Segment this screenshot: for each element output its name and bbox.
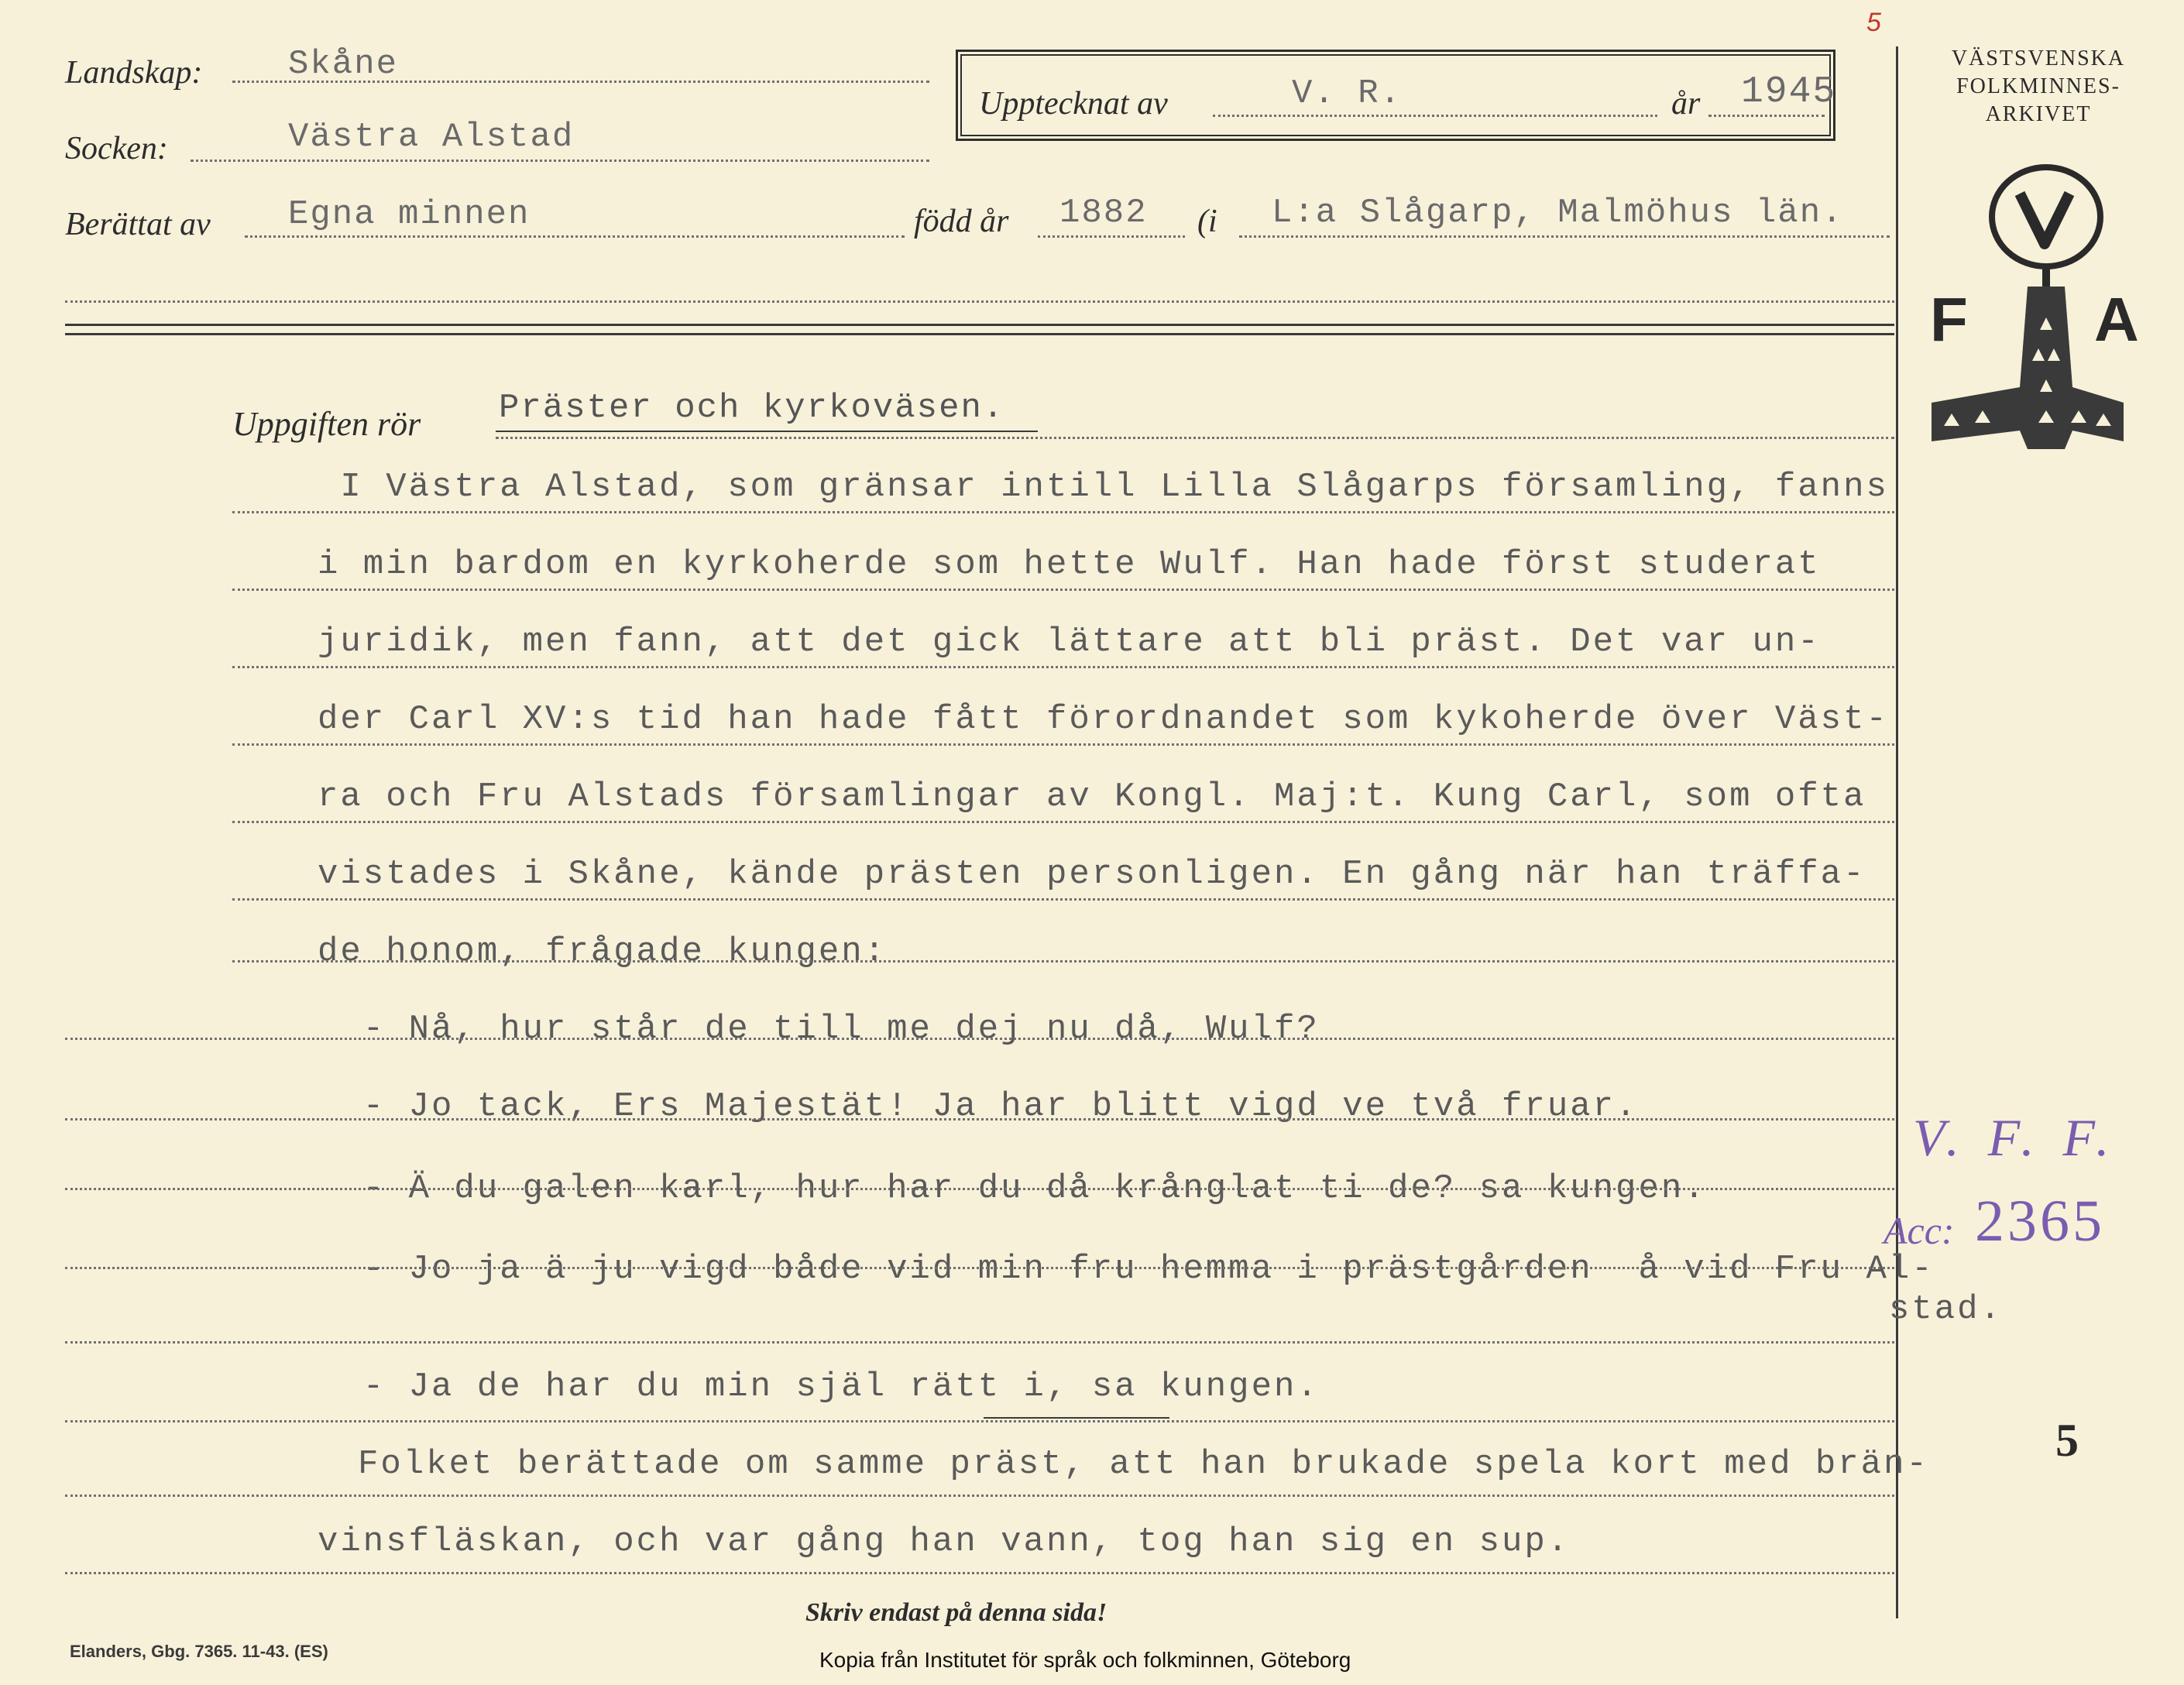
berattat-dotted-line: [245, 235, 905, 238]
body-rule-1: [232, 511, 1894, 513]
landskap-dotted-line: [232, 81, 929, 83]
topic-underline: [496, 431, 1038, 432]
copy-note: Kopia från Institutet för språk och folkminnen, Göteborg: [819, 1648, 1351, 1672]
header-double-rule-bottom: [65, 333, 1894, 335]
body-line-8: - Nå, hur står de till me dej nu då, Wulf?: [318, 1010, 1320, 1048]
logo-letter-a: A: [2094, 285, 2139, 354]
archive-name-line-2: FOLKMINNES-: [1956, 74, 2120, 98]
place-dotted-line: [1239, 235, 1890, 238]
upptecknat-dotted-line: [1213, 115, 1657, 117]
body-line-10: - Ä du galen karl, hur har du då krånglat ti de? sa kungen.: [318, 1169, 1707, 1208]
header-double-rule-top: [65, 324, 1894, 326]
ar-dotted-line: [1708, 115, 1825, 117]
archive-name-line-1: VÄSTSVENSKA: [1951, 46, 2126, 70]
body-line-7: de honom, frågade kungen:: [318, 932, 888, 971]
upptecknat-value: V. R.: [1292, 74, 1403, 113]
printer-note: Elanders, Gbg. 7365. 11-43. (ES): [70, 1642, 328, 1661]
fodd-dotted-line: [1038, 235, 1185, 238]
body-rule-13: [65, 1420, 1894, 1422]
fodd-label: född år: [914, 204, 1009, 239]
topic-value: Präster och kyrkoväsen.: [499, 389, 1005, 427]
body-rule-5: [232, 821, 1894, 823]
body-line-1: I Västra Alstad, som gränsar intill Lilla Slågarps församling, fanns: [318, 468, 1889, 506]
landskap-label: Landskap:: [65, 55, 203, 91]
body-line-12: stad.: [318, 1290, 2003, 1329]
topic-dotted-line: [496, 437, 1894, 439]
body-line-9: - Jo tack, Ers Majestät! Ja har blitt vigd ve två fruar.: [318, 1087, 1639, 1126]
body-line-11: - Jo ja ä ju vigd både vid min fru hemma i prästgården å vid Fru Al-: [318, 1250, 1935, 1289]
ar-label: år: [1671, 86, 1701, 122]
footer-instruction: Skriv endast på denna sida!: [805, 1598, 1107, 1627]
place-value: L:a Slågarp, Malmöhus län.: [1272, 194, 1844, 232]
archive-name: [1907, 45, 2170, 129]
body-rule-12: [65, 1341, 1894, 1344]
body-rule-2: [232, 589, 1894, 591]
body-rule-14: [65, 1495, 1894, 1497]
body-rule-3: [232, 666, 1894, 668]
header-dotted-separator: [65, 300, 1894, 303]
body-rule-6: [232, 898, 1894, 901]
underline-short: [984, 1417, 1169, 1419]
fodd-value: 1882: [1059, 194, 1148, 232]
right-margin-rule: [1896, 46, 1898, 1618]
body-rule-9: [65, 1118, 1894, 1120]
body-line-5: ra och Fru Alstads församlingar av Kongl. Maj:t. Kung Carl, som ofta: [318, 777, 1866, 816]
acc-label: Acc:: [1884, 1209, 1955, 1252]
upptecknat-label: Upptecknat av: [979, 86, 1168, 122]
body-line-13: - Ja de har du min själ rätt i, sa kungen.: [318, 1368, 1320, 1406]
berattat-value: Egna minnen: [288, 195, 531, 234]
archive-logo-icon: [1921, 155, 2153, 465]
body-line-4: der Carl XV:s tid han hade fått förordnandet som kykoherde över Väst-: [318, 700, 1889, 739]
body-line-2: i min bardom en kyrkoherde som hette Wulf. Han hade först studerat: [318, 545, 1821, 584]
berattat-label: Berättat av: [65, 207, 211, 242]
vff-stamp: V. F. F.: [1913, 1108, 2117, 1167]
i-label: (i: [1197, 204, 1217, 239]
ar-value: 1945: [1741, 71, 1837, 113]
socken-dotted-line: [191, 160, 929, 162]
topic-label: Uppgiften rör: [232, 405, 421, 443]
body-rule-8: [65, 1038, 1894, 1040]
body-rule-11: [65, 1267, 1894, 1269]
logo-letter-f: F: [1930, 285, 1968, 354]
body-rule-4: [232, 743, 1894, 746]
landskap-value: Skåne: [288, 45, 399, 84]
body-line-3: juridik, men fann, att det gick lättare att bli präst. Det var un-: [318, 623, 1821, 661]
body-line-15: vinsfläskan, och var gång han vann, tog han sig en sup.: [318, 1522, 1571, 1561]
page-number: 5: [2055, 1415, 2079, 1466]
body-line-14: Folket berättade om samme präst, att han brukade spela kort med brän-: [358, 1445, 1929, 1484]
acc-number: 2365: [1975, 1189, 2105, 1254]
archive-name-line-3: ARKIVET: [1985, 102, 2092, 126]
socken-label: Socken:: [65, 131, 168, 166]
body-rule-10: [65, 1188, 1894, 1190]
body-line-6: vistades i Skåne, kände prästen personligen. En gång när han träffa-: [318, 855, 1866, 894]
red-page-mark: 5: [1866, 8, 1881, 37]
socken-value: Västra Alstad: [288, 118, 575, 156]
body-rule-15: [65, 1572, 1894, 1574]
body-rule-7: [232, 960, 1894, 963]
